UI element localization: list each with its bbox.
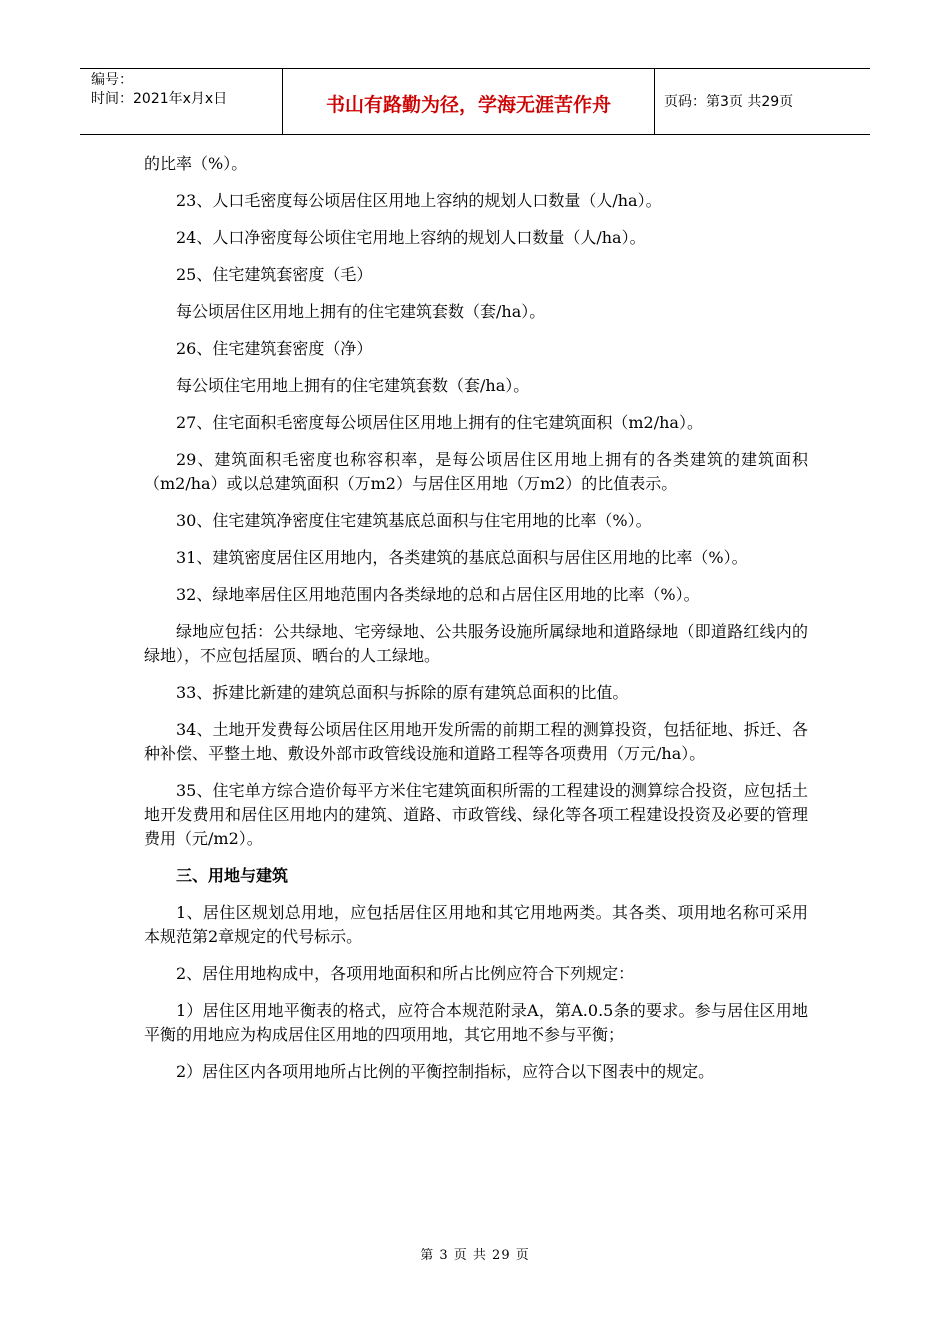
header-page-info: 页码：第3页 共29页 xyxy=(664,94,794,110)
header-meta-cell xyxy=(80,69,283,134)
document-body xyxy=(144,152,808,1097)
paragraph: 35、住宅单方综合造价每平方米住宅建筑面积所需的工程建设的测算综合投资，应包括土地开发费用和居住区用地内的建筑、道路、市政管线、绿化等各项工程建设投资及必要的管理费用（元/m2）。 xyxy=(144,781,808,848)
section-heading: 三、用地与建筑 xyxy=(176,866,289,885)
document-date: 时间：2021年x月x日 xyxy=(91,91,228,107)
paragraph: 33、拆建比新建的建筑总面积与拆除的原有建筑总面积的比值。 xyxy=(176,683,629,702)
page-header xyxy=(80,68,870,135)
paragraph: 32、绿地率居住区用地范围内各类绿地的总和占居住区用地的比率（%）。 xyxy=(176,585,700,604)
paragraph: 31、建筑密度居住区用地内，各类建筑的基底总面积与居住区用地的比率（%）。 xyxy=(176,548,748,567)
paragraph: 25、住宅建筑套密度（毛） xyxy=(176,265,373,284)
document-number-label: 编号： xyxy=(91,72,133,88)
paragraph: 29、建筑面积毛密度也称容积率，是每公顷居住区用地上拥有的各类建筑的建筑面积（m2/ha）或以总建筑面积（万m2）与居住区用地（万m2）的比值表示。 xyxy=(144,450,808,493)
paragraph: 2、居住用地构成中，各项用地面积和所占比例应符合下列规定： xyxy=(176,964,635,983)
paragraph: 的比率（%）。 xyxy=(144,154,248,173)
paragraph: 34、土地开发费每公顷居住区用地开发所需的前期工程的测算投资，包括征地、拆迁、各种补偿、平整土地、敷设外部市政管线设施和道路工程等各项费用（万元/ha）。 xyxy=(144,720,808,763)
paragraph: 2）居住区内各项用地所占比例的平衡控制指标，应符合以下图表中的规定。 xyxy=(176,1062,715,1081)
paragraph: 23、人口毛密度每公顷居住区用地上容纳的规划人口数量（人/ha）。 xyxy=(176,191,662,210)
paragraph: 30、住宅建筑净密度住宅建筑基底总面积与住宅用地的比率（%）。 xyxy=(176,511,652,530)
paragraph: 每公顷居住区用地上拥有的住宅建筑套数（套/ha）。 xyxy=(176,302,546,321)
paragraph: 24、人口净密度每公顷住宅用地上容纳的规划人口数量（人/ha）。 xyxy=(176,228,646,247)
paragraph: 绿地应包括：公共绿地、宅旁绿地、公共服务设施所属绿地和道路绿地（即道路红线内的绿地），不应包括屋顶、晒台的人工绿地。 xyxy=(144,622,808,665)
paragraph: 每公顷住宅用地上拥有的住宅建筑套数（套/ha）。 xyxy=(176,376,530,395)
header-motto: 书山有路勤为径，学海无涯苦作舟 xyxy=(283,69,655,134)
paragraph: 27、住宅面积毛密度每公顷居住区用地上拥有的住宅建筑面积（m2/ha）。 xyxy=(176,413,703,432)
page-footer: 第 3 页 共 29 页 xyxy=(420,1248,530,1263)
paragraph: 26、住宅建筑套密度（净） xyxy=(176,339,373,358)
paragraph: 1、居住区规划总用地，应包括居住区用地和其它用地两类。其各类、项用地名称可采用本规范第2章规定的代号标示。 xyxy=(144,903,808,946)
paragraph: 1）居住区用地平衡表的格式，应符合本规范附录A，第A.0.5条的要求。参与居住区用地平衡的用地应为构成居住区用地的四项用地，其它用地不参与平衡； xyxy=(144,1001,808,1044)
